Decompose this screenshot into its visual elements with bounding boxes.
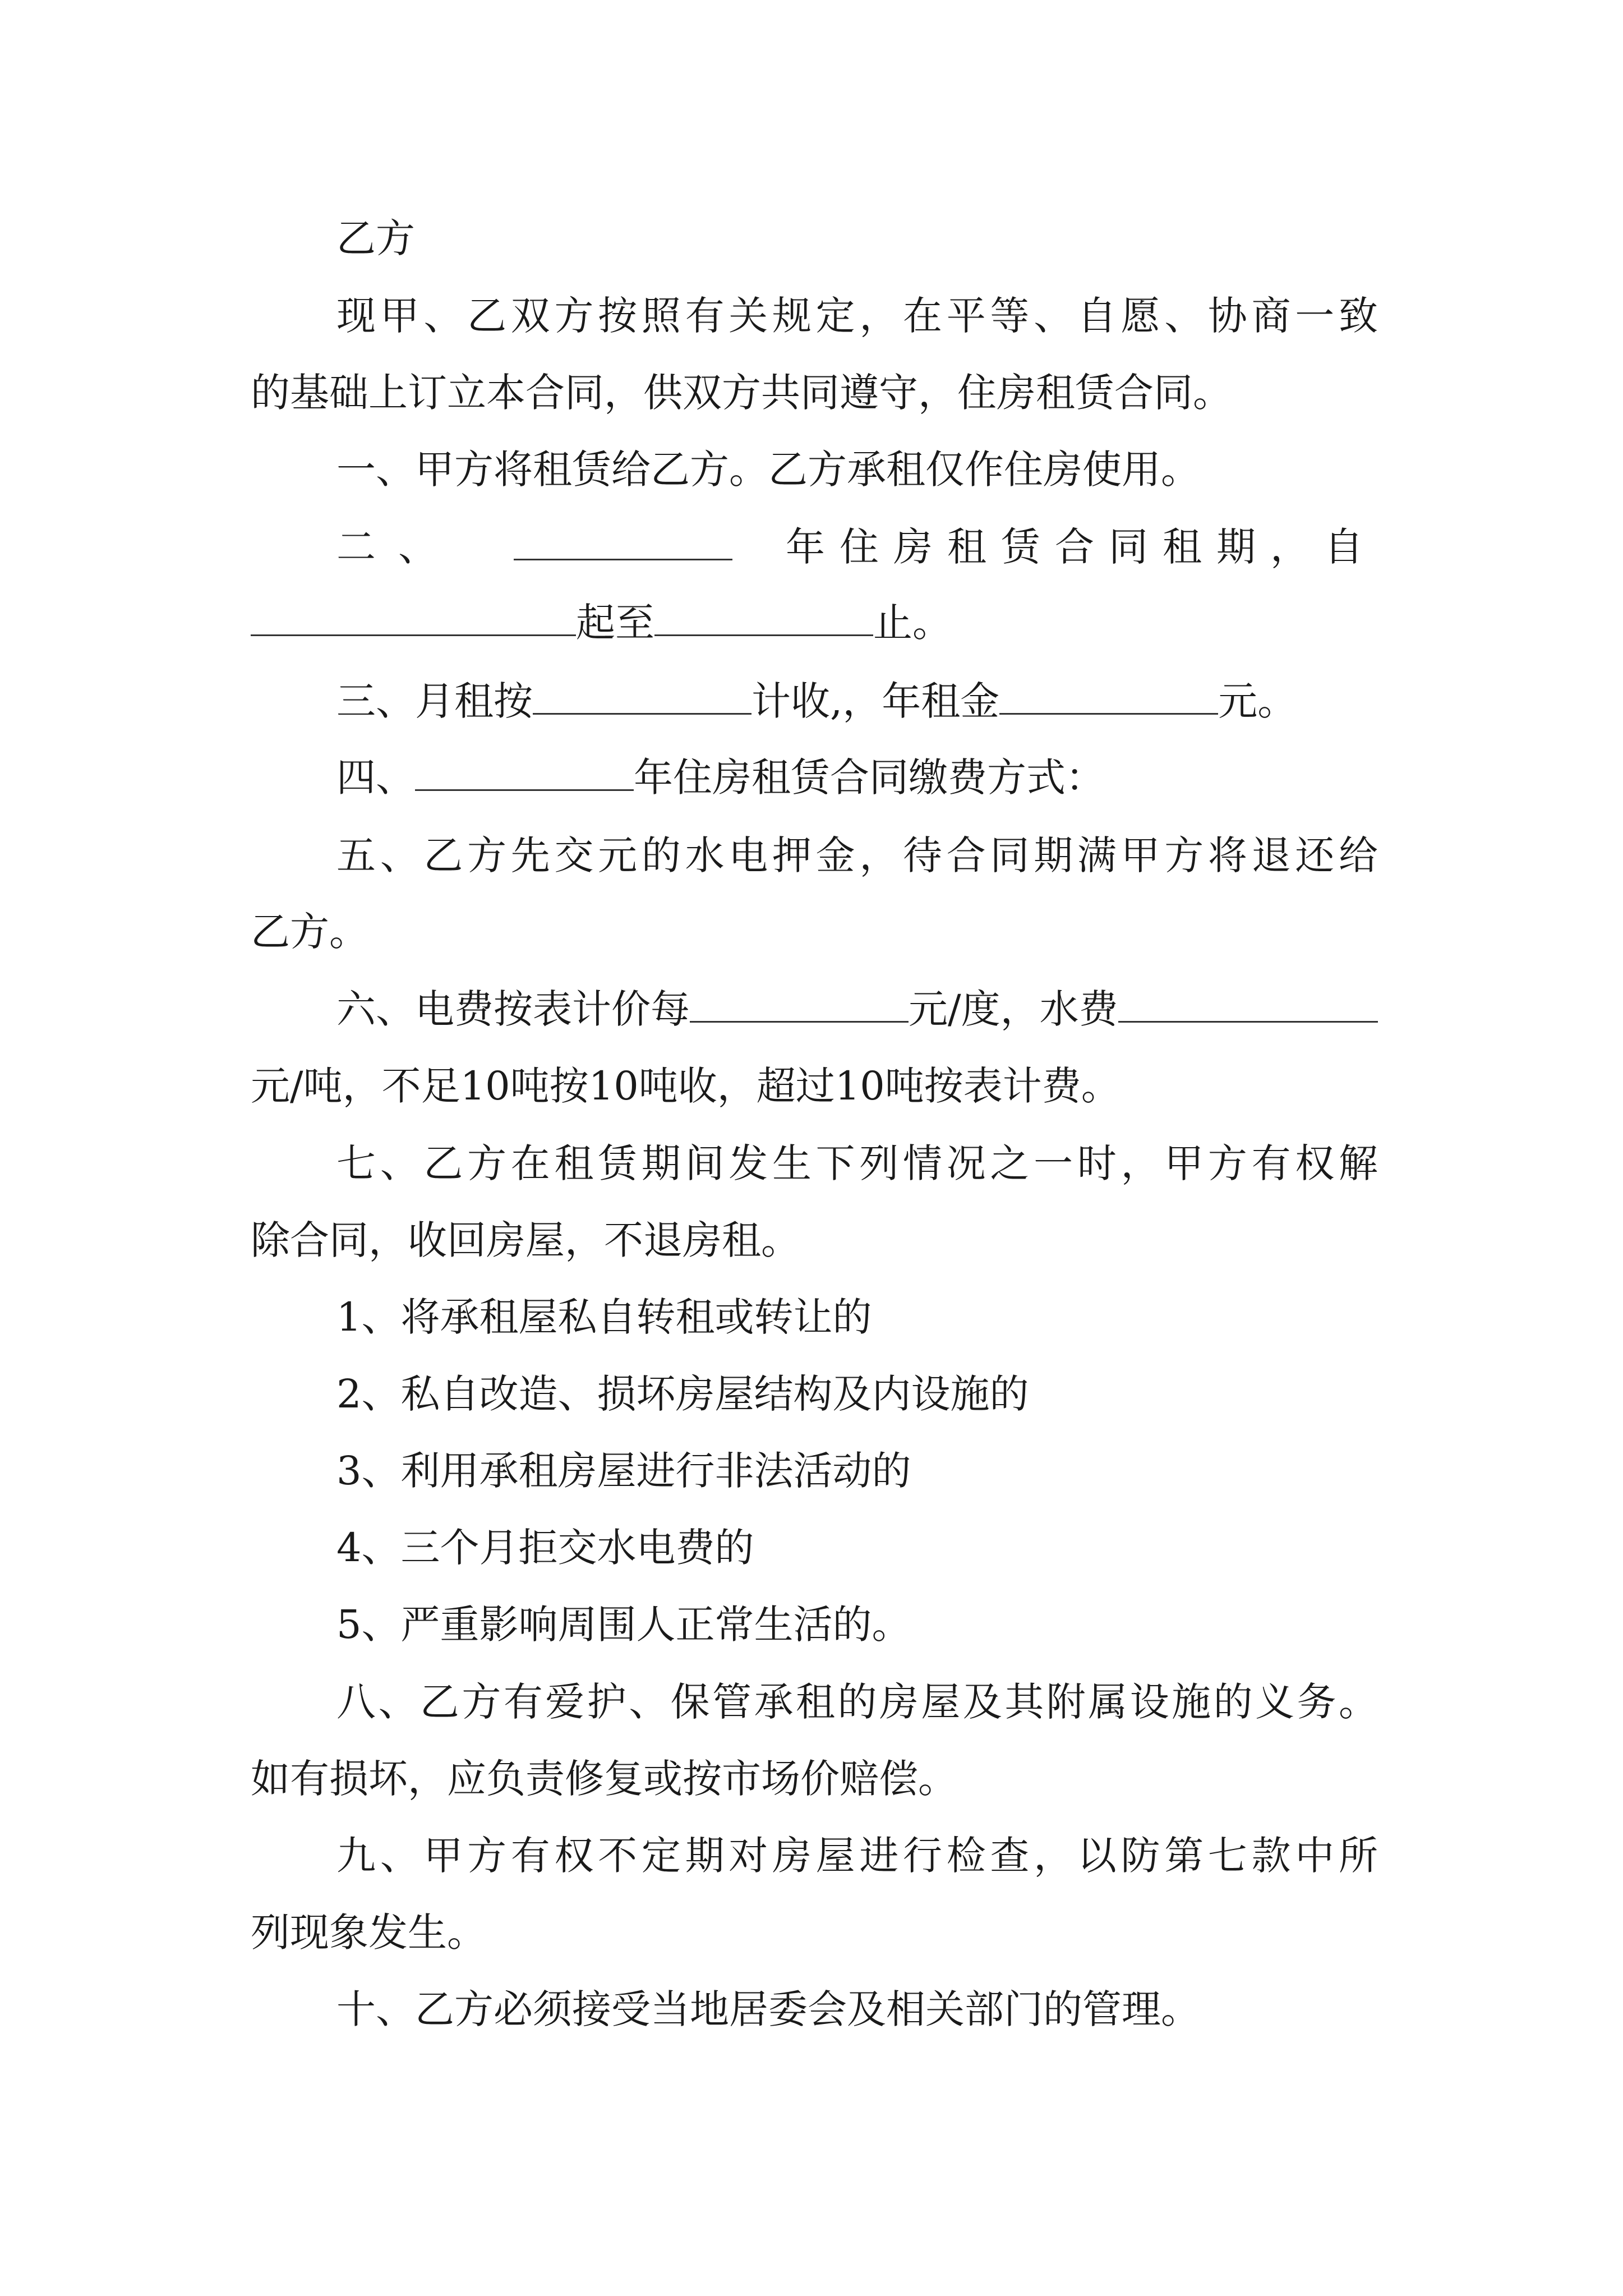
clause-7-line-2: 除合同，收回房屋，不退房租。 bbox=[251, 1217, 800, 1263]
clause-3 bbox=[336, 673, 1378, 729]
clause-6-mid: 元/度，水费 bbox=[909, 986, 1118, 1032]
clause-9-line-1: 九、甲方有权不定期对房屋进行检查，以防第七款中所 bbox=[336, 1833, 1378, 1879]
term-years-blank bbox=[514, 519, 732, 560]
clause-7-line-1: 七、乙方在租赁期间发生下列情况之一时，甲方有权解 bbox=[336, 1140, 1378, 1186]
end-date-blank bbox=[654, 595, 873, 636]
clause-8-line-1: 八、乙方有爱护、保管承租的房屋及其附属设施的义务。 bbox=[336, 1679, 1378, 1725]
clause-4 bbox=[336, 749, 1378, 806]
clause-10: 十、乙方必须接受当地居委会及相关部门的管理。 bbox=[336, 1986, 1200, 2032]
clause-7-item-4: 4、三个月拒交水电费的 bbox=[336, 1525, 754, 1571]
clause-3-mid: 计收,，年租金 bbox=[751, 678, 1000, 724]
payment-years-blank bbox=[415, 750, 634, 791]
water-price-blank bbox=[1118, 982, 1378, 1023]
intro-line-2: 的基础上订立本合同，供双方共同遵守，住房租赁合同。 bbox=[251, 370, 1232, 416]
clause-2-from-to: 起至 bbox=[576, 600, 654, 646]
clause-2-line-1 bbox=[336, 519, 1378, 575]
clause-2-line-2 bbox=[251, 595, 1378, 651]
party-b-label: 乙方 bbox=[336, 215, 415, 261]
clause-4-text: 年住房租赁合同缴费方式： bbox=[634, 754, 1105, 800]
clause-9-line-2: 列现象发生。 bbox=[251, 1910, 486, 1955]
clause-2-end: 止。 bbox=[873, 600, 952, 646]
start-date-blank bbox=[251, 595, 576, 636]
annual-rent-blank bbox=[999, 674, 1218, 715]
clause-2-prefix: 二、 bbox=[336, 524, 460, 570]
clause-6-line-1 bbox=[336, 981, 1378, 1037]
clause-5-line-1: 五、乙方先交元的水电押金，待合同期满甲方将退还给 bbox=[336, 832, 1378, 878]
clause-6-line-2: 元/吨，不足10吨按10吨收，超过10吨按表计费。 bbox=[251, 1063, 1121, 1109]
clause-7-item-2: 2、私自改造、损坏房屋结构及内设施的 bbox=[336, 1371, 1029, 1417]
clause-6-prefix: 六、电费按表计价每 bbox=[336, 986, 690, 1032]
clause-1: 一、甲方将租赁给乙方。乙方承租仅作住房使用。 bbox=[336, 447, 1200, 493]
clause-3-prefix: 三、月租按 bbox=[336, 678, 533, 724]
electricity-price-blank bbox=[690, 982, 909, 1023]
clause-3-end: 元。 bbox=[1218, 678, 1297, 724]
clause-7-item-5: 5、严重影响周围人正常生活的。 bbox=[336, 1602, 911, 1648]
clause-4-prefix: 四、 bbox=[336, 754, 415, 800]
clause-8-line-2: 如有损坏，应负责修复或按市场价赔偿。 bbox=[251, 1756, 957, 1802]
clause-2-text: 年住房租赁合同租期，自 bbox=[786, 524, 1378, 570]
clause-5-line-2: 乙方。 bbox=[251, 909, 368, 955]
clause-7-item-3: 3、利用承租房屋进行非法活动的 bbox=[336, 1448, 911, 1494]
clause-7-item-1: 1、将承租屋私自转租或转让的 bbox=[336, 1294, 872, 1340]
monthly-rent-blank bbox=[533, 674, 751, 715]
intro-line-1: 现甲、乙双方按照有关规定，在平等、自愿、协商一致 bbox=[336, 293, 1378, 339]
